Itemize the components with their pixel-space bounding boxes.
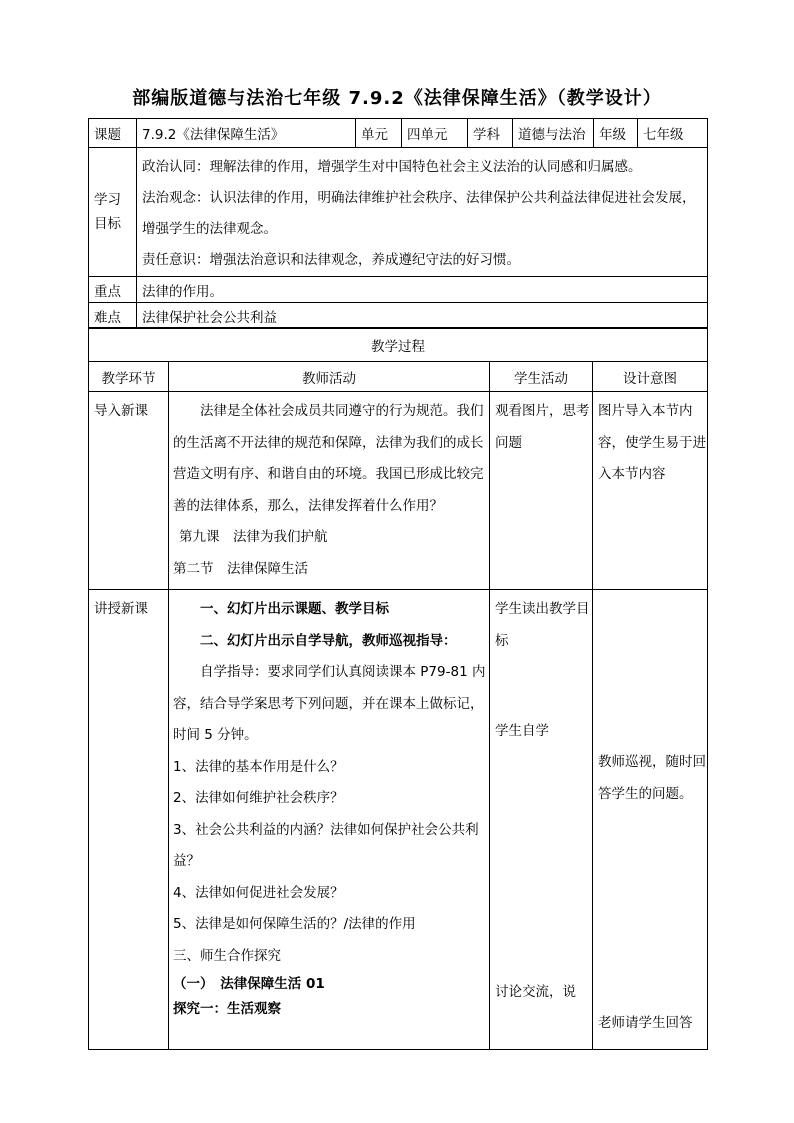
key-label: 重点 [89,277,137,303]
lead-paragraph: 法律是全体社会成员共同遵守的行为规范。我们的生活离不开法律的规范和保障，法律为我们的成长营造文明有序、和谐自由的环境。我国已形成比较完善的法律体系，那么，法律发挥着什么作用？ [173,403,484,514]
course-value: 7.9.2《法律保障生活》 [137,119,356,148]
lead-teacher-activity [169,392,490,590]
student-note: 讨论交流，说 [495,983,576,1000]
grade-label: 年级 [594,119,638,148]
step-three: 三、师生合作探究 [173,947,281,964]
process-header-row [89,362,708,392]
lead-section: 第二节 法律保障生活 [173,560,308,577]
grade-value: 七年级 [638,119,708,148]
goals-content [137,148,708,277]
course-row [89,119,708,148]
goals-row [89,148,708,277]
teach-teacher-activity [169,590,490,1050]
question-item: 2、法律如何维护社会秩序？ [173,790,344,806]
student-note: 学生读出教学目标 [495,601,590,649]
goal-item: 责任意识：增强法治意识和法律观念，养成遵纪守法的好习惯。 [142,252,520,268]
sub-heading: （一） 法律保障生活 01 [173,976,325,992]
goal-item: 法治观念：认识法律的作用，明确法律维护社会秩序、法律保护公共利益法律促进社会发展，增强学生的法律观念。 [142,190,696,237]
difficulty-value: 法律保护社会公共利益 [137,303,708,329]
process-title-row [89,328,708,362]
header-stage: 教学环节 [89,362,169,392]
goals-label-line: 目标 [94,216,121,232]
question-item: 3、社会公共利益的内涵？法律如何保护社会公共利益？ [173,821,479,869]
student-note: 学生自学 [495,723,549,739]
difficulty-row [89,303,708,329]
self-study-guide: 自学指导：要求同学们认真阅读课本 P79-81 内容，结合导学案思考下列问题，并在课本上做标记，时间 5 分钟。 [173,664,486,743]
question-item: 1、法律的基本作用是什么？ [173,758,344,775]
key-value: 法律的作用。 [137,277,708,303]
lead-student-activity: 观看图片，思考问题 [490,392,593,590]
lead-lesson: 第九课 法律为我们护航 [179,529,328,545]
goal-item: 政治认同：理解法律的作用，增强学生对中国特色社会主义法治的认同感和归属感。 [142,159,642,175]
difficulty-label: 难点 [89,303,137,329]
lead-intent: 图片导入本节内容，使学生易于进入本节内容 [593,392,708,590]
header-student: 学生活动 [490,362,593,392]
teach-student-activity [490,590,593,1050]
course-label: 课题 [89,119,137,148]
process-table [88,327,708,1050]
key-row [89,277,708,303]
question-item: 5、法律是如何保障生活的？/法律的作用 [173,916,416,932]
step-one: 一、幻灯片出示课题、教学目标 [200,601,389,617]
explore-heading: 探究一：生活观察 [173,1001,281,1017]
header-teacher: 教师活动 [169,362,490,392]
teach-intent [593,590,708,1050]
intent-note: 老师请学生回答 [598,1015,693,1031]
goals-label [89,148,137,277]
unit-label: 单元 [356,119,402,148]
teach-stage: 讲授新课 [89,590,169,1050]
lead-in-row [89,392,708,590]
step-two: 二、幻灯片出示自学导航，教师巡视指导： [200,632,457,649]
intent-note: 教师巡视，随时回答学生的问题。 [598,754,706,802]
info-table [88,118,708,329]
question-item: 4、法律如何促进社会发展？ [173,884,344,901]
document-title: 部编版道德与法治七年级 7.9.2《法律保障生活》（教学设计） [132,88,662,109]
process-title: 教学过程 [89,328,708,362]
unit-value: 四单元 [402,119,468,148]
header-intent: 设计意图 [593,362,708,392]
teaching-row [89,590,708,1050]
lead-stage: 导入新课 [89,392,169,590]
goals-label-line: 学习 [94,192,121,208]
subject-value: 道德与法治 [513,119,594,148]
subject-label: 学科 [468,119,513,148]
